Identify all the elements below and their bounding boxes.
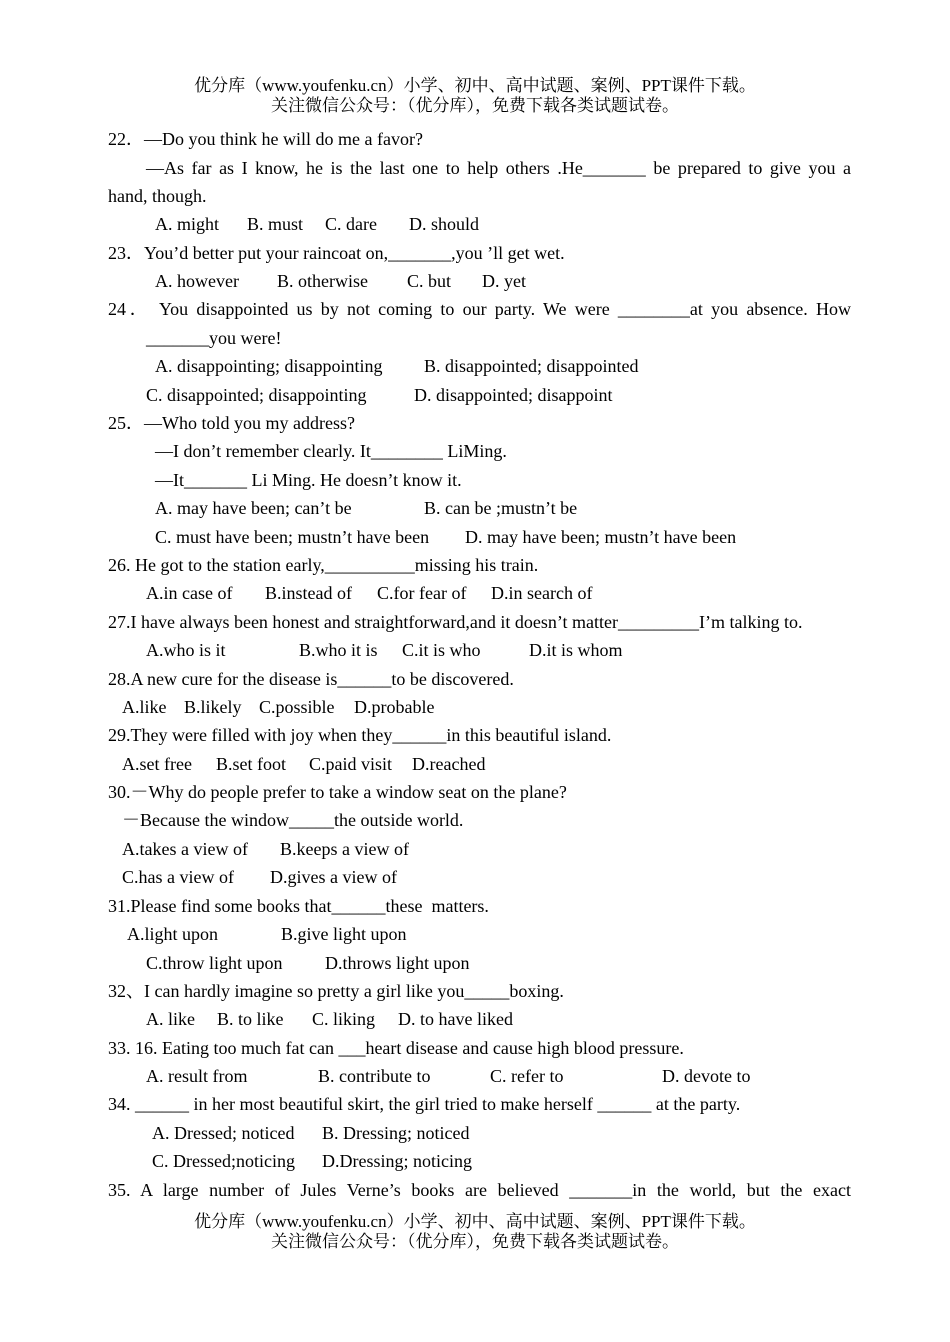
q30-option-c[interactable]: C.has a view of xyxy=(122,867,234,887)
q33-stem: 33. 16. Eating too much fat can ___heart disease and cause high blood pressure. xyxy=(108,1038,684,1058)
q29-option-a[interactable]: A.set free xyxy=(122,754,192,774)
q35-stem: 35. A large number of Jules Verne’s books are believed _______in the world, but the exact xyxy=(108,1180,851,1200)
q22-option-d[interactable]: D. should xyxy=(409,214,480,234)
q33-option-c[interactable]: C. refer to xyxy=(490,1066,564,1086)
q30-option-a[interactable]: A.takes a view of xyxy=(122,839,248,859)
header-line-1: 优分库（www.youfenku.cn）小学、初中、高中试题、案例、PPT课件下载。 xyxy=(194,76,756,95)
q24-stem-line-2: _______you were! xyxy=(146,328,282,348)
q25-option-a[interactable]: A. may have been; can’t be xyxy=(155,498,352,518)
q29-stem: 29.They were filled with joy when they______in this beautiful island. xyxy=(108,725,612,745)
q24-stem: 24． You disappointed us by not coming to our party. We were ________at you absence. How xyxy=(108,299,851,319)
q26-stem: 26. He got to the station early,__________missing his train. xyxy=(108,555,539,575)
q25-option-d[interactable]: D. may have been; mustn’t have been xyxy=(465,527,737,547)
q31-stem: 31.Please find some books that______these matters. xyxy=(108,896,489,916)
q31-option-b[interactable]: B.give light upon xyxy=(281,924,407,944)
q22-stem: 22．—Do you think he will do me a favor? xyxy=(108,129,423,149)
q22-option-c[interactable]: C. dare xyxy=(325,214,377,234)
q29-option-d[interactable]: D.reached xyxy=(412,754,486,774)
q30-option-b[interactable]: B.keeps a view of xyxy=(280,839,409,859)
q32-option-a[interactable]: A. like xyxy=(146,1009,195,1029)
page-header xyxy=(0,76,950,116)
q27-option-d[interactable]: D.it is whom xyxy=(529,640,623,660)
q33-option-d[interactable]: D. devote to xyxy=(662,1066,751,1086)
q34-option-c[interactable]: C. Dressed;noticing xyxy=(152,1151,295,1171)
q32-option-d[interactable]: D. to have liked xyxy=(398,1009,513,1029)
q23-option-c[interactable]: C. but xyxy=(407,271,452,291)
q27-stem: 27.I have always been honest and straightforward,and it doesn’t matter_________I’m talking to. xyxy=(108,612,803,632)
q30-option-d[interactable]: D.gives a view of xyxy=(270,867,397,887)
q27-option-b[interactable]: B.who it is xyxy=(299,640,378,660)
q26-option-d[interactable]: D.in search of xyxy=(491,583,593,603)
q28-option-c[interactable]: C.possible xyxy=(259,697,335,717)
q23-option-a[interactable]: A. however xyxy=(155,271,239,291)
q24-option-c[interactable]: C. disappointed; disappointing xyxy=(146,385,367,405)
q33-option-a[interactable]: A. result from xyxy=(146,1066,248,1086)
q28-option-d[interactable]: D.probable xyxy=(354,697,435,717)
q29-option-c[interactable]: C.paid visit xyxy=(309,754,393,774)
q23-option-b[interactable]: B. otherwise xyxy=(277,271,368,291)
q26-option-a[interactable]: A.in case of xyxy=(146,583,233,603)
q22-option-a[interactable]: A. might xyxy=(155,214,220,234)
q30-answer-line: －Because the window_____the outside world. xyxy=(122,810,464,830)
q22-answer-line: —As far as I know, he is the last one to help others .He_______ be prepared to give you a xyxy=(146,158,851,178)
q28-stem: 28.A new cure for the disease is______to be discovered. xyxy=(108,669,514,689)
q24-option-a[interactable]: A. disappointing; disappointing xyxy=(155,356,383,376)
q22-option-b[interactable]: B. must xyxy=(247,214,304,234)
q32-option-b[interactable]: B. to like xyxy=(217,1009,284,1029)
q25-dialogue-line-1: —I don’t remember clearly. It________ LiMing. xyxy=(155,441,507,461)
footer-line-1: 优分库（www.youfenku.cn）小学、初中、高中试题、案例、PPT课件下载。 xyxy=(194,1212,756,1231)
q23-stem: 23．You’d better put your raincoat on,_______,you ’ll get wet. xyxy=(108,243,565,263)
q31-option-c[interactable]: C.throw light upon xyxy=(146,953,283,973)
q30-stem: 30.－Why do people prefer to take a window seat on the plane? xyxy=(108,782,567,802)
q33-option-b[interactable]: B. contribute to xyxy=(318,1066,431,1086)
header-line-2: 关注微信公众号：（优分库），免费下载各类试题试卷。 xyxy=(271,96,679,115)
q25-dialogue-line-2: —It_______ Li Ming. He doesn’t know it. xyxy=(155,470,462,490)
q31-option-d[interactable]: D.throws light upon xyxy=(325,953,470,973)
footer-line-2: 关注微信公众号：（优分库），免费下载各类试题试卷。 xyxy=(271,1232,679,1251)
q24-option-d[interactable]: D. disappointed; disappoint xyxy=(414,385,613,405)
q24-option-b[interactable]: B. disappointed; disappointed xyxy=(424,356,639,376)
page-footer xyxy=(0,1212,950,1252)
q22-answer-line-2: hand, though. xyxy=(108,186,207,206)
q27-option-c[interactable]: C.it is who xyxy=(402,640,481,660)
q26-option-b[interactable]: B.instead of xyxy=(265,583,352,603)
q28-option-a[interactable]: A.like xyxy=(122,697,167,717)
q31-option-a[interactable]: A.light upon xyxy=(127,924,219,944)
q34-option-a[interactable]: A. Dressed; noticed xyxy=(152,1123,295,1143)
q34-option-d[interactable]: D.Dressing; noticing xyxy=(322,1151,472,1171)
q32-stem: 32、I can hardly imagine so pretty a girl like you_____boxing. xyxy=(108,981,564,1001)
q23-option-d[interactable]: D. yet xyxy=(482,271,526,291)
q25-option-b[interactable]: B. can be ;mustn’t be xyxy=(424,498,578,518)
q34-option-b[interactable]: B. Dressing; noticed xyxy=(322,1123,470,1143)
q25-stem: 25．—Who told you my address? xyxy=(108,413,355,433)
q32-option-c[interactable]: C. liking xyxy=(312,1009,376,1029)
q27-option-a[interactable]: A.who is it xyxy=(146,640,226,660)
q28-option-b[interactable]: B.likely xyxy=(184,697,242,717)
q25-option-c[interactable]: C. must have been; mustn’t have been xyxy=(155,527,430,547)
q29-option-b[interactable]: B.set foot xyxy=(216,754,286,774)
q26-option-c[interactable]: C.for fear of xyxy=(377,583,467,603)
q34-stem: 34. ______ in her most beautiful skirt, the girl tried to make herself ______ at the party. xyxy=(108,1094,741,1114)
